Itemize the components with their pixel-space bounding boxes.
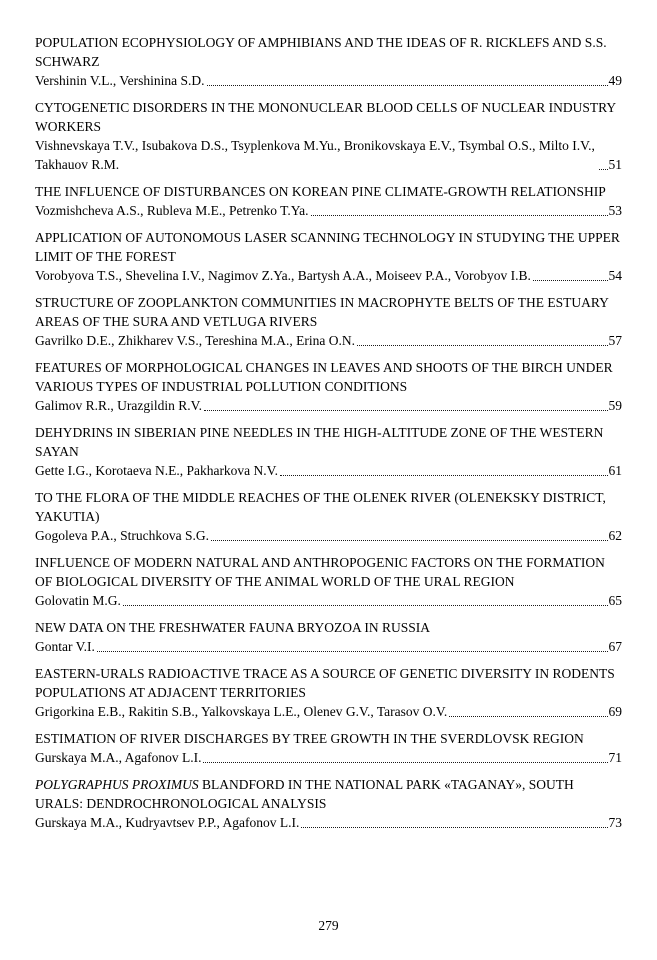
entry-title (35, 182, 622, 201)
entry-page-number: 62 (608, 528, 622, 543)
dot-leader (97, 651, 608, 652)
entry-title-text: ESTIMATION OF RIVER DISCHARGES BY TREE GROWTH IN THE SVERDLOVSK REGION (35, 731, 584, 746)
entry-page-number: 69 (608, 704, 622, 719)
entry-authors: Gavrilko D.E., Zhikharev V.S., Tereshina M.A., Erina O.N. (35, 333, 356, 348)
entry-author-line (35, 748, 622, 767)
entry-title (35, 98, 622, 136)
entry-title (35, 775, 622, 813)
entry-title-text: TO THE FLORA OF THE MIDDLE REACHES OF THE OLENEK RIVER (OLENEKSKY DISTRICT, YAKUTIA) (35, 490, 606, 524)
dot-leader (533, 280, 608, 281)
page-number: 279 (318, 918, 339, 933)
dot-leader (123, 605, 608, 606)
toc-entry (35, 488, 622, 545)
dot-leader (203, 762, 607, 763)
entry-authors: Golovatin M.G. (35, 593, 121, 608)
entry-authors: Gurskaya M.A., Agafonov L.I. (35, 750, 202, 765)
entry-title-text: NEW DATA ON THE FRESHWATER FAUNA BRYOZOA IN RUSSIA (35, 620, 430, 635)
entry-title (35, 553, 622, 591)
entry-author-line (35, 813, 622, 832)
toc-entry (35, 33, 622, 90)
entry-title-text: INFLUENCE OF MODERN NATURAL AND ANTHROPOGENIC FACTORS ON THE FORMATION OF BIOLOGICAL DIVERSITY OF THE ANIMAL WORLD OF THE URAL REGION (35, 555, 605, 589)
entry-title-text: THE INFLUENCE OF DISTURBANCES ON KOREAN PINE CLIMATE-GROWTH RELATIONSHIP (35, 184, 606, 199)
entry-title (35, 729, 622, 748)
entry-author-line (35, 526, 622, 545)
entry-page-number: 67 (608, 639, 622, 654)
toc-entry (35, 664, 622, 721)
entry-author-line (35, 201, 622, 220)
dot-leader (357, 345, 607, 346)
entry-title-text: STRUCTURE OF ZOOPLANKTON COMMUNITIES IN MACROPHYTE BELTS OF THE ESTUARY AREAS OF THE SURA AND VETLUGA RIVERS (35, 295, 609, 329)
entry-author-line (35, 136, 622, 174)
entry-title-text: BLANDFORD IN THE NATIONAL PARK «TAGANAY», SOUTH URALS: DENDROCHRONOLOGICAL ANALYSIS (35, 777, 574, 811)
entry-page-number: 61 (608, 463, 622, 478)
entry-page-number: 51 (608, 157, 622, 172)
entry-title (35, 618, 622, 637)
entry-author-line (35, 702, 622, 721)
toc-entry (35, 228, 622, 285)
dot-leader (204, 410, 608, 411)
dot-leader (449, 716, 607, 717)
entry-authors: Grigorkina E.B., Rakitin S.B., Yalkovskaya L.E., Olenev G.V., Tarasov O.V. (35, 704, 448, 719)
toc-entry (35, 358, 622, 415)
entry-author-line (35, 637, 622, 656)
entry-title (35, 664, 622, 702)
entry-author-line (35, 71, 622, 90)
entry-title (35, 33, 622, 71)
dot-leader (301, 827, 607, 828)
toc-entry (35, 293, 622, 350)
entry-authors: Gogoleva P.A., Struchkova S.G. (35, 528, 209, 543)
dot-leader (211, 540, 608, 541)
toc-entry (35, 729, 622, 767)
entry-page-number: 59 (608, 398, 622, 413)
entry-title (35, 293, 622, 331)
entry-title (35, 228, 622, 266)
entry-author-line (35, 461, 622, 480)
entry-title-text: CYTOGENETIC DISORDERS IN THE MONONUCLEAR BLOOD CELLS OF NUCLEAR INDUSTRY WORKERS (35, 100, 616, 134)
toc-entry (35, 182, 622, 220)
entry-page-number: 54 (608, 268, 622, 283)
entry-authors: Vorobyova T.S., Shevelina I.V., Nagimov Z.Ya., Bartysh A.A., Moiseev P.A., Vorobyov I.B. (35, 268, 531, 283)
dot-leader (599, 169, 608, 170)
entry-title-text: FEATURES OF MORPHOLOGICAL CHANGES IN LEAVES AND SHOOTS OF THE BIRCH UNDER VARIOUS TYPES OF INDUSTRIAL POLLUTION CONDITIONS (35, 360, 613, 394)
entry-authors: Gurskaya M.A., Kudryavtsev P.P., Agafonov L.I. (35, 815, 300, 830)
entry-author-line (35, 331, 622, 350)
entry-authors: Vozmishcheva A.S., Rubleva M.E., Petrenko T.Ya. (35, 203, 309, 218)
dot-leader (311, 215, 608, 216)
toc-entry (35, 775, 622, 832)
toc-entry (35, 423, 622, 480)
entry-page-number: 49 (608, 73, 622, 88)
toc-entry (35, 98, 622, 174)
dot-leader (207, 85, 608, 86)
entry-title (35, 488, 622, 526)
entry-title-text: EASTERN-URALS RADIOACTIVE TRACE AS A SOURCE OF GENETIC DIVERSITY IN RODENTS POPULATIONS AT ADJACENT TERRITORIES (35, 666, 615, 700)
toc-entry (35, 553, 622, 610)
entry-page-number: 73 (608, 815, 622, 830)
entry-author-line (35, 266, 622, 285)
entry-title-text: DEHYDRINS IN SIBERIAN PINE NEEDLES IN THE HIGH-ALTITUDE ZONE OF THE WESTERN SAYAN (35, 425, 604, 459)
toc-list (35, 33, 622, 832)
entry-authors: Vershinin V.L., Vershinina S.D. (35, 73, 205, 88)
entry-authors: Vishnevskaya T.V., Isubakova D.S., Tsyplenkova M.Yu., Bronikovskaya E.V., Tsymbal O.S., Milto I.V., Takhauov R.M. (35, 138, 595, 172)
entry-page-number: 65 (608, 593, 622, 608)
entry-page-number: 53 (608, 203, 622, 218)
entry-title-italic: POLYGRAPHUS PROXIMUS (35, 777, 199, 792)
entry-page-number: 71 (608, 750, 622, 765)
entry-title (35, 358, 622, 396)
entry-title-text: APPLICATION OF AUTONOMOUS LASER SCANNING TECHNOLOGY IN STUDYING THE UPPER LIMIT OF THE FOREST (35, 230, 620, 264)
entry-page-number: 57 (608, 333, 622, 348)
entry-authors: Galimov R.R., Urazgildin R.V. (35, 398, 202, 413)
dot-leader (280, 475, 607, 476)
entry-title-text: POPULATION ECOPHYSIOLOGY OF AMPHIBIANS AND THE IDEAS OF R. RICKLEFS AND S.S. SCHWARZ (35, 35, 607, 69)
toc-entry (35, 618, 622, 656)
entry-title (35, 423, 622, 461)
entry-authors: Gette I.G., Korotaeva N.E., Pakharkova N.V. (35, 463, 279, 478)
entry-authors: Gontar V.I. (35, 639, 95, 654)
entry-author-line (35, 591, 622, 610)
entry-author-line (35, 396, 622, 415)
